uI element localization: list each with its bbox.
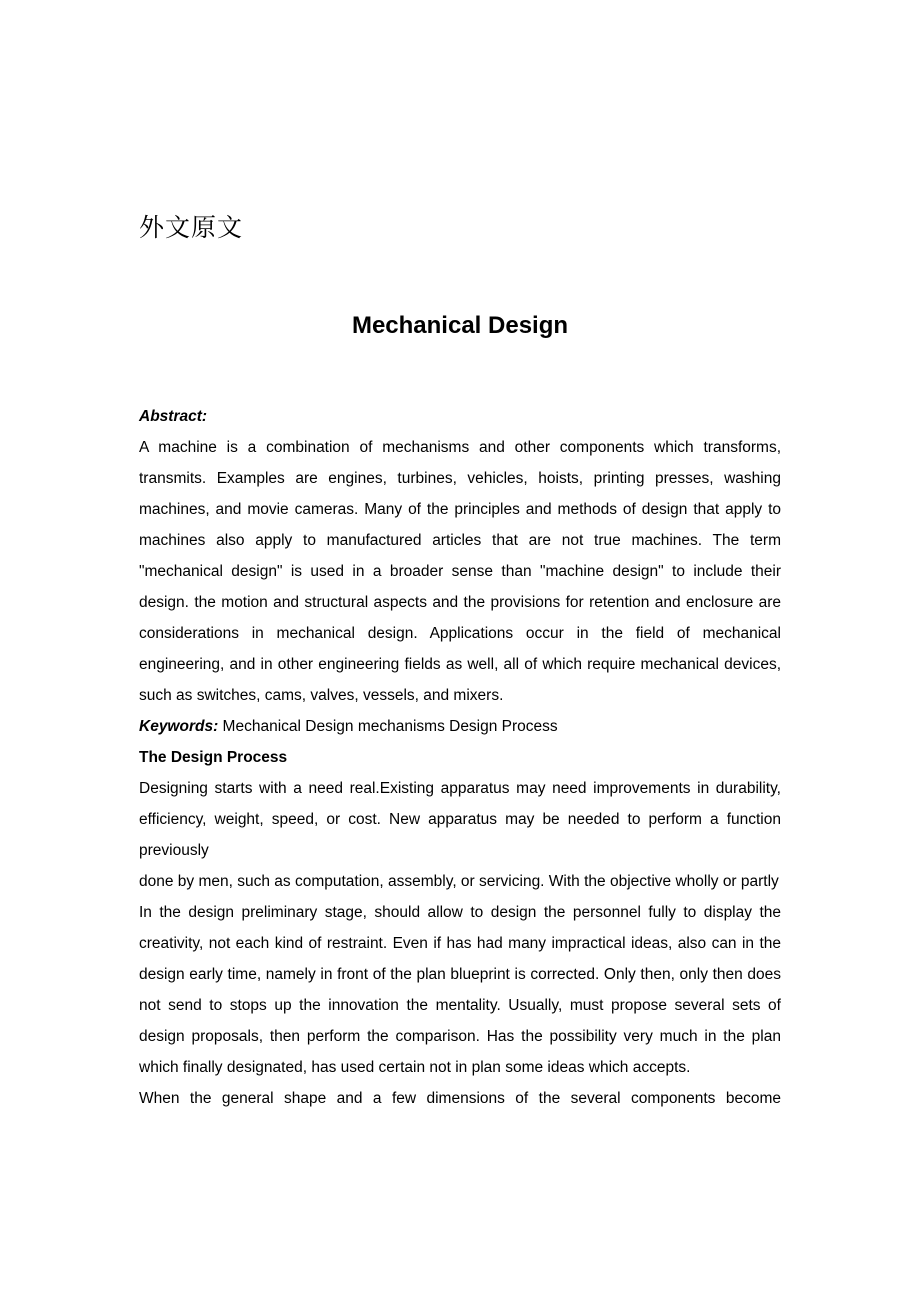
section-heading: The Design Process (139, 749, 288, 766)
keywords-line (139, 711, 781, 742)
body-paragraph: When the general shape and a few dimensions of the several components become (139, 1090, 781, 1107)
body-paragraph: done by men, such as computation, assembly, or servicing. With the objective wholly or partly (139, 873, 779, 890)
document-title: Mechanical Design (351, 312, 569, 339)
abstract-label-line (139, 401, 781, 432)
document-body (139, 401, 781, 1114)
abstract-paragraph: A machine is a combination of mechanisms and other components which transforms, transmits. Examples are engines, turbines, vehicles, hoists, printing presses, washing machines, and movie cameras. Many of the principles and methods of design that apply to machines also apply to manufactured articles that are not true machines. The term "mechanical design" is used in a broader sense than "machine design" to include their design. the motion and structural aspects and the provisions for retention and enclosure are considerations in mechanical design. Applications occur in the field of mechanical engineering, and in other engineering fields as well, all of which require mechanical devices, such as switches, cams, valves, vessels, and mixers. (139, 439, 781, 704)
abstract-label: Abstract: (139, 408, 208, 425)
keywords-text: Mechanical Design mechanisms Design Process (218, 718, 558, 735)
chinese-heading: 外文原文 (139, 213, 244, 242)
body-paragraph: Designing starts with a need real.Existing apparatus may need improvements in durability, efficiency, weight, speed, or cost. New apparatus may be needed to perform a function previously (139, 780, 781, 859)
body-paragraph: In the design preliminary stage, should allow to design the personnel fully to display the creativity, not each kind of restraint. Even if has had many impractical ideas, also can in the design early time, namely in front of the plan blueprint is corrected. Only then, only then does not send to stops up the innovation the mentality. Usually, must propose several sets of design proposals, then perform the comparison. Has the possibility very much in the plan which finally designated, has used certain not in plan some ideas which accepts. (139, 904, 781, 1076)
keywords-label: Keywords: (139, 718, 219, 735)
